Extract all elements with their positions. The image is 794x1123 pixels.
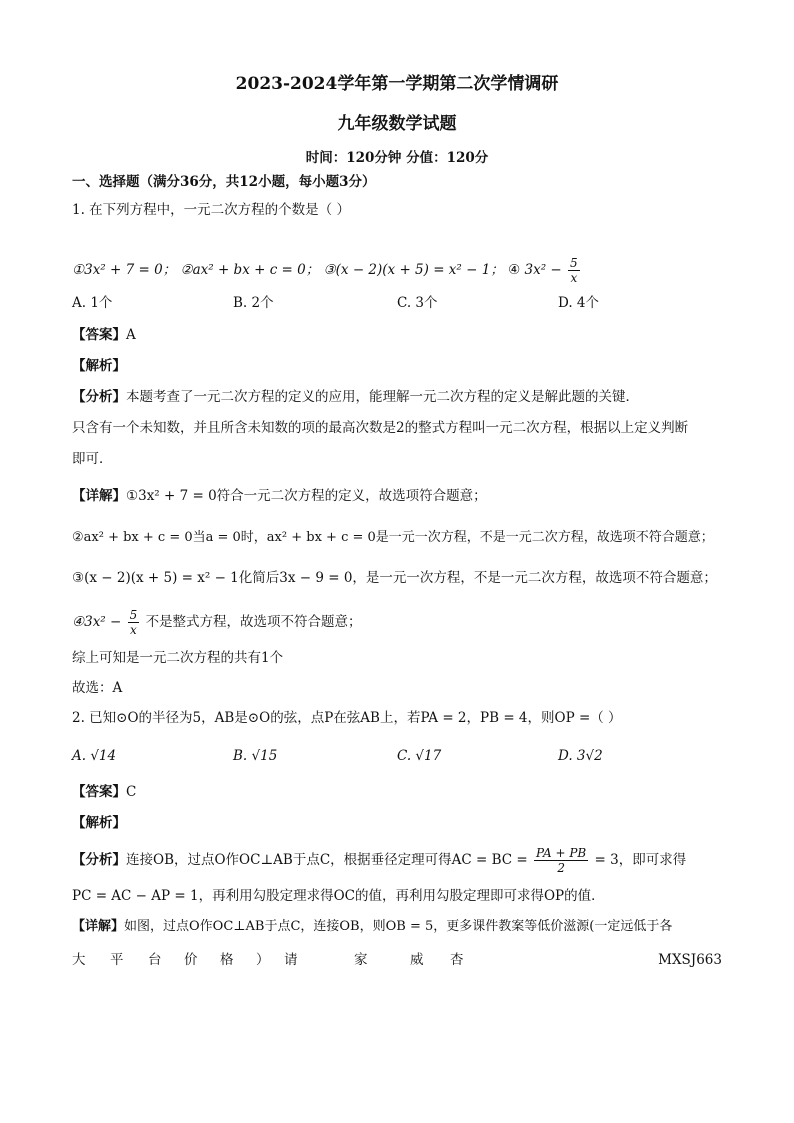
fraction-denominator: x: [130, 623, 137, 637]
q1-item-2: ②ax² + bx + c = 0；: [180, 262, 320, 278]
q1-option-b: B. 2个: [233, 295, 274, 311]
footer-char: 杏: [450, 952, 464, 968]
answer-tag: 【答案】: [72, 784, 126, 800]
q1-fenxi-line-3: 即可．: [72, 451, 113, 467]
footer-code: MXSJ663: [658, 952, 722, 968]
exam-meta: 时间：120分钟 分值：120分: [305, 150, 489, 166]
q1-item-4-fraction: [568, 256, 580, 285]
detail-4-suffix: 不是整式方程，故选项不符合题意；: [145, 614, 362, 630]
page-title: 2023-2024学年第一学期第二次学情调研: [235, 74, 559, 94]
q1-option-a: A. 1个: [72, 295, 113, 311]
answer-tag: 【答案】: [72, 327, 126, 343]
q1-detail-4: [72, 608, 362, 637]
detail-text: 如图，过点O作OC⊥AB于点C，连接OB，则OB = 5，更多课件教案等低价滋源(一定远低于各: [124, 919, 673, 934]
q1-option-d: D. 4个: [558, 295, 600, 311]
q2-option-b: B. √15: [233, 748, 278, 764]
detail-text: ①3x² + 7 = 0符合一元二次方程的定义，故选项符合题意；: [126, 488, 487, 504]
detail-tag: 【详解】: [72, 488, 126, 504]
fraction-denominator: x: [570, 271, 578, 285]
footer-char: 大: [72, 952, 86, 968]
q1-option-c: C. 3个: [397, 295, 438, 311]
answer-value: C: [126, 784, 137, 800]
footer-char: 威: [410, 952, 424, 968]
q1-fenxi-line-1: [72, 387, 639, 407]
q2-fenxi-line-2: PC = AC − AP = 1，再利用勾股定理求得OC的值，再利用勾股定理即可求得OP的值．: [72, 888, 605, 904]
footer-char: 格: [220, 952, 234, 968]
question-1-items: [72, 256, 582, 285]
q1-detail-1: [72, 486, 487, 506]
footer-char: 家: [354, 952, 368, 968]
q1-summary: 综上可知是一元二次方程的共有1个: [72, 650, 284, 666]
fenxi-tag: 【分析】: [72, 852, 126, 868]
fraction-denominator: 2: [557, 861, 565, 875]
fraction-numerator: PA + PB: [536, 846, 587, 860]
fenxi-tag: 【分析】: [72, 389, 126, 405]
answer-value: A: [126, 327, 136, 343]
page-subtitle: 九年级数学试题: [337, 114, 457, 134]
q2-option-d: D. 3√2: [558, 748, 603, 764]
question-1-stem: 1. 在下列方程中，一元二次方程的个数是（ ）: [72, 202, 350, 218]
q1-detail-2: ②ax² + bx + c = 0当a = 0时，ax² + bx + c = 0是一元一次方程，不是一元二次方程，故选项不符合题意；: [72, 530, 714, 545]
fenxi-fraction: [534, 846, 588, 875]
fenxi-text-a: 连接OB，过点O作OC⊥AB于点C，根据垂径定理可得AC = BC =: [126, 852, 528, 868]
footer-char: ）: [256, 952, 270, 968]
detail-4-prefix: ④3x² −: [72, 614, 122, 630]
q1-answer: [72, 325, 136, 345]
q1-choose: 故选：A: [72, 680, 123, 696]
detail-4-fraction: [128, 608, 140, 637]
fenxi-text-b: = 3，即可求得: [594, 852, 687, 868]
q2-fenxi-line-1: [72, 846, 686, 875]
q2-option-a: A. √14: [72, 748, 117, 764]
footer-char: 价: [184, 952, 198, 968]
fraction-numerator: 5: [129, 608, 138, 622]
q1-analysis-tag: 【解析】: [72, 358, 126, 374]
q1-item-1: ①3x² + 7 = 0；: [72, 262, 177, 278]
section-heading: 一、选择题（满分36分，共12小题，每小题3分）: [72, 174, 376, 190]
footer-char: 请: [284, 952, 298, 968]
q1-fenxi-line-2: 只含有一个未知数，并且所含未知数的项的最高次数是2的整式方程叫一元二次方程，根据以上定义判断: [72, 420, 689, 436]
q2-answer: [72, 782, 136, 802]
q1-item-3: ③(x − 2)(x + 5) = x² − 1；: [323, 262, 504, 278]
q2-option-c: C. √17: [397, 748, 442, 764]
q1-detail-3: ③(x − 2)(x + 5) = x² − 1化简后3x − 9 = 0，是一元一次方程，不是一元二次方程，故选项不符合题意；: [72, 570, 717, 586]
footer-char: 平: [110, 952, 124, 968]
q1-item-4-prefix: ④: [508, 262, 521, 278]
footer-char: 台: [148, 952, 162, 968]
q1-item-4-expr: 3x² −: [524, 262, 562, 278]
q2-analysis-tag: 【解析】: [72, 815, 126, 831]
fraction-numerator: 5: [570, 256, 578, 270]
fenxi-text: 本题考查了一元二次方程的定义的应用，能理解一元二次方程的定义是解此题的关键．: [126, 389, 639, 405]
detail-tag: 【详解】: [72, 919, 125, 934]
q2-detail-1: [72, 917, 672, 937]
question-2-stem: 2. 已知⊙O的半径为5，AB是⊙O的弦，点P在弦AB上，若PA = 2，PB = 4，则OP =（ ）: [72, 710, 622, 726]
